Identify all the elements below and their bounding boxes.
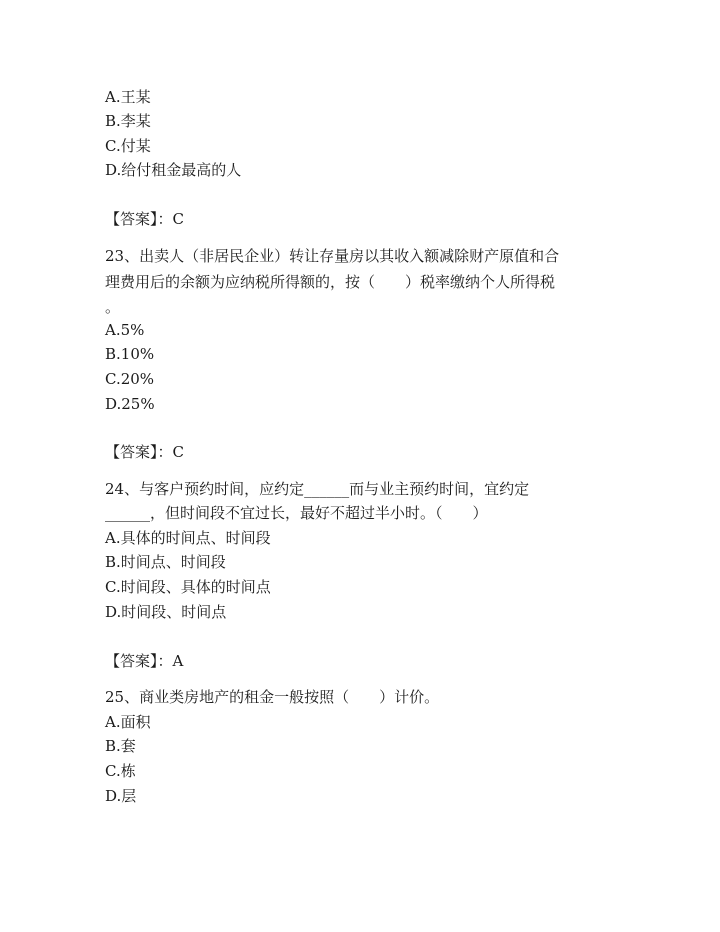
q24-option-a: A.具体的时间点、时间段 bbox=[105, 529, 271, 547]
q24-option-c: C.时间段、具体的时间点 bbox=[105, 578, 271, 596]
q22-option-a: A.王某 bbox=[105, 88, 151, 106]
q25-stem-line-1: 25、商业类房地产的租金一般按照（ ）计价。 bbox=[105, 688, 440, 706]
q22-option-b: B.李某 bbox=[105, 112, 151, 130]
q24-option-b: B.时间点、时间段 bbox=[105, 553, 226, 571]
q23-answer: 【答案】：C bbox=[105, 443, 184, 461]
q25-option-d: D.层 bbox=[105, 787, 137, 805]
q24-stem-line-1: 24、与客户预约时间，应约定______而与业主预约时间，宜约定 bbox=[105, 480, 530, 498]
q23-stem-line-2: 理费用后的余额为应纳税所得额的，按（ ）税率缴纳个人所得税 bbox=[105, 273, 556, 291]
q23-option-a: A.5% bbox=[105, 321, 145, 339]
q23-stem-line-1: 23、出卖人（非居民企业）转让存量房以其收入额减除财产原值和合 bbox=[105, 247, 560, 265]
q24-answer: 【答案】：A bbox=[105, 652, 184, 670]
q23-option-d: D.25% bbox=[105, 395, 155, 413]
q23-option-c: C.20% bbox=[105, 370, 155, 388]
q25-option-a: A.面积 bbox=[105, 713, 151, 731]
q24-option-d: D.时间段、时间点 bbox=[105, 603, 227, 621]
q23-stem-line-3: 。 bbox=[105, 298, 121, 316]
q22-option-c: C.付某 bbox=[105, 137, 151, 155]
q22-option-d: D.给付租金最高的人 bbox=[105, 161, 242, 179]
q25-option-b: B.套 bbox=[105, 737, 136, 755]
q22-answer: 【答案】：C bbox=[105, 210, 184, 228]
q24-stem-line-2: ______，但时间段不宜过长，最好不超过半小时。（ ） bbox=[105, 504, 488, 522]
q25-option-c: C.栋 bbox=[105, 762, 136, 780]
q23-option-b: B.10% bbox=[105, 345, 155, 363]
